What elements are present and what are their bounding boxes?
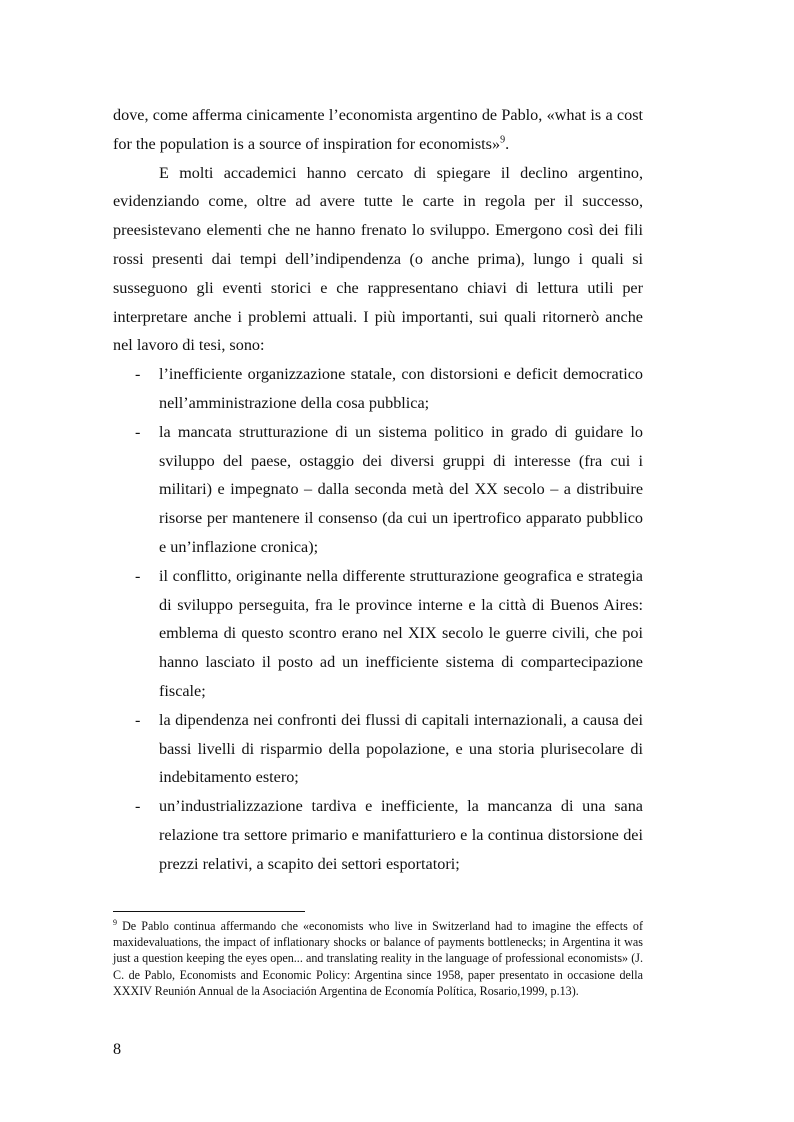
footnote-text: De Pablo continua affermando che «economists who live in Switzerland had to imagine the effects of maxidevaluations, the impact of inflationary shocks or balance of payments bottlenecks; in Argentina it was just a question keeping the eyes open... and translating reality in the language of professional economists» (J. C. de Pablo, Economists and Economic Policy: Argentina since 1958, paper presentato in occasione della XXXIV Reunión Annual de la Asociación Argentina de Economía Política, Rosario,1999, p.13). — [113, 919, 643, 998]
list-item — [113, 360, 643, 418]
bullet-dash: - — [135, 566, 141, 585]
paragraph-1 — [113, 101, 643, 159]
list-item — [113, 562, 643, 706]
page-number: 8 — [113, 1040, 122, 1058]
footnote-reference[interactable]: 9 — [500, 134, 506, 146]
list-item-text: la mancata strutturazione di un sistema politico in grado di guidare lo sviluppo del paese, ostaggio dei diversi gruppi di interesse (fra cui i militari) e impegnato – dalla seconda metà del XX secolo – a distribuire risorse per mantenere il consenso (da cui un ipertrofico apparato pubblico e un’inflazione cronica); — [159, 422, 643, 556]
list-item-text: la dipendenza nei confronti dei flussi di capitali internazionali, a causa dei bassi livelli di risparmio della popolazione, e una storia plurisecolare di indebitamento estero; — [159, 710, 643, 787]
bullet-dash: - — [135, 710, 141, 729]
footnote-number: 9 — [113, 917, 117, 927]
list-item-text: un’industrializzazione tardiva e inefficiente, la mancanza di una sana relazione tra settore primario e manifatturiero e la continua distorsione dei prezzi relativi, a scapito dei settori esportatori; — [159, 797, 643, 873]
paragraph-1-end: . — [505, 134, 510, 153]
list-item — [113, 792, 643, 878]
bullet-dash: - — [135, 422, 141, 441]
bullet-dash: - — [135, 365, 141, 384]
list-item — [113, 418, 643, 562]
body-text — [113, 101, 643, 879]
list-item-text: l’inefficiente organizzazione statale, con distorsioni e deficit democratico nell’amministrazione della cosa pubblica; — [159, 365, 643, 412]
list-item-text: il conflitto, originante nella differente strutturazione geografica e strategia di sviluppo perseguita, fra le province interne e la città di Buenos Aires: emblema di questo scontro erano nel XIX secolo le guerre civili, che poi hanno lasciato il posto ad un inefficiente sistema di compartecipazione fiscale; — [159, 566, 643, 700]
bullet-list — [113, 360, 643, 878]
paragraph-2: E molti accademici hanno cercato di spiegare il declino argentino, evidenziando come, oltre ad avere tutte le carte in regola per il successo, preesistevano elementi che ne hanno frenato lo sviluppo. Emergono così dei fili rossi presenti dai tempi dell’indipendenza (o anche prima), lungo i quali si susseguono gli eventi storici e che rappresentano chiavi di lettura utili per interpretare anche i problemi attuali. I più importanti, sui quali ritornerò anche nel lavoro di tesi, sono: — [113, 163, 643, 355]
paragraph-1-text: dove, come afferma cinicamente l’economista argentino de Pablo, «what is a cost for the population is a source of inspiration for economists» — [113, 106, 643, 153]
list-item — [113, 706, 643, 792]
footnote-separator — [113, 911, 305, 912]
bullet-dash: - — [135, 797, 141, 816]
footnote — [113, 918, 643, 999]
